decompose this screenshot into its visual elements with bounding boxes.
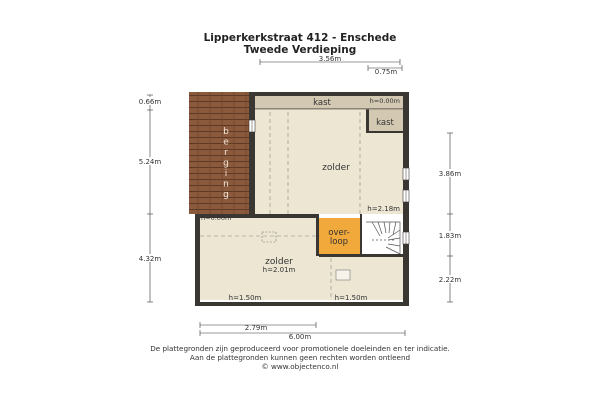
dim-left-mid: 5.24m: [138, 158, 162, 166]
window: [403, 190, 409, 202]
berging-letter: n: [223, 179, 229, 190]
kast-top-height: h=0.00m: [369, 97, 400, 105]
window: [249, 120, 255, 132]
berging-letter: b: [223, 127, 229, 137]
dim-left-top: 0.66m: [138, 98, 162, 106]
floor-name: Tweede Verdieping: [243, 44, 357, 56]
berging-letter: g: [223, 158, 229, 169]
disclaimer-line-2: Aan de plattegronden kunnen geen rechten worden ontleend: [189, 353, 411, 362]
window: [403, 168, 409, 180]
dimension-right: [434, 133, 466, 302]
berging-letter: e: [223, 137, 229, 148]
zolder-upper-height: h=2.18m: [367, 205, 400, 213]
disclaimer-line-1: De plattegronden zijn geproduceerd voor promotionele doeleinden en ter indicatie.: [150, 344, 450, 353]
window: [403, 232, 409, 244]
zolder-upper-label: zolder: [322, 163, 350, 173]
berging-letter: r: [224, 148, 228, 158]
dim-top-width: 3.56m: [318, 55, 342, 63]
left-edge-height: h=0.00m: [201, 214, 232, 222]
plan-title: Lipperkerkstraat 412 - Enschede: [203, 32, 397, 44]
zolder-lower-height: h=2.01m: [262, 266, 296, 274]
kast-top-label: kast: [313, 98, 331, 108]
zolder-lower-label: zolder: [265, 257, 293, 267]
skylight-icon: [336, 270, 350, 280]
dim-right-mid: 1.83m: [438, 232, 462, 240]
dim-top-right: 0.75m: [374, 68, 398, 76]
dimension-left: [134, 95, 166, 302]
dim-bottom-total: 6.00m: [288, 333, 312, 341]
overloop-label-line2: loop: [329, 237, 349, 247]
berging-letter: i: [224, 169, 228, 179]
lower-left-height: h=1.50m: [228, 294, 262, 302]
stairs-area: [362, 218, 403, 256]
dim-right-bottom: 2.22m: [438, 276, 462, 284]
berging-roof-area: [189, 92, 249, 214]
dim-left-bottom: 4.32m: [138, 255, 162, 263]
copyright: © www.objectenco.nl: [261, 362, 339, 371]
kast-right-label: kast: [376, 118, 394, 128]
dim-bottom-partial: 2.79m: [244, 324, 268, 332]
lower-right-height: h=1.50m: [334, 294, 368, 302]
dim-right-top: 3.86m: [438, 170, 462, 178]
dimension-bottom: [200, 322, 405, 341]
dimension-top: [260, 55, 402, 76]
berging-letter: g: [223, 190, 229, 200]
berging-label: [223, 127, 229, 200]
overloop-label-line1: over-: [328, 228, 350, 238]
